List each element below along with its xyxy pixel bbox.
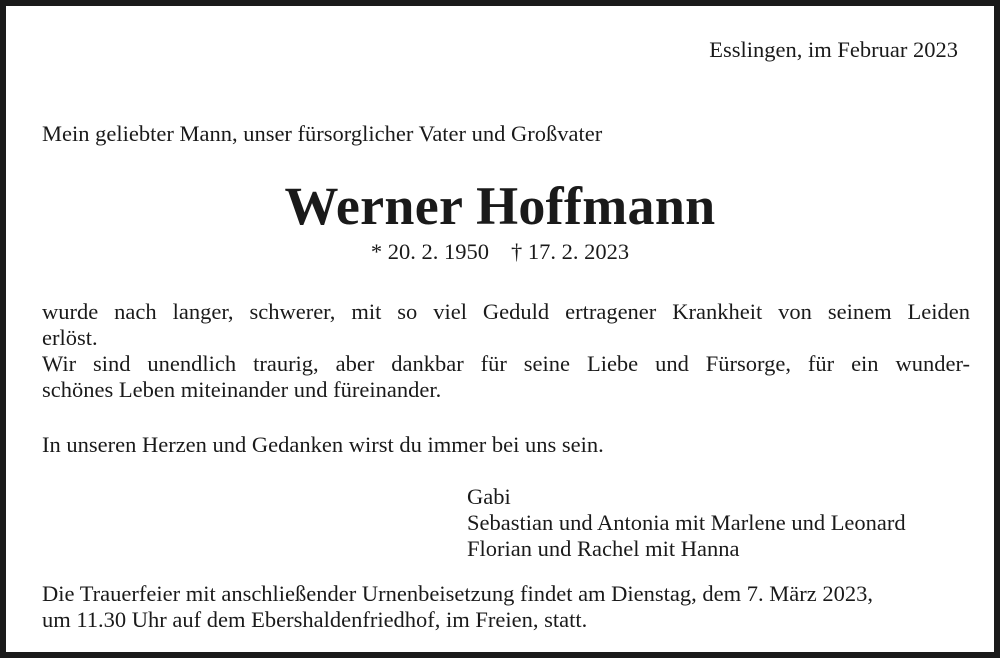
intro-text: Mein geliebter Mann, unser fürsorglicher Vater und Großvater (42, 121, 603, 146)
body-text (42, 299, 970, 403)
body-line: wurde nach langer, schwerer, mit so viel Geduld ertragener Krankheit von seinem Leiden (42, 299, 970, 324)
place-date: Esslingen, im Februar 2023 (709, 37, 958, 62)
body-line: erlöst. (42, 325, 98, 350)
body-line: schönes Leben miteinander und füreinander. (42, 377, 442, 402)
funeral-info (42, 581, 970, 633)
life-dates (6, 238, 994, 266)
birth-date: * 20. 2. 1950 (370, 239, 489, 264)
death-date: † 17. 2. 2023 (511, 239, 630, 264)
signatories (467, 484, 906, 562)
closing-text: In unseren Herzen und Gedanken wirst du immer bei uns sein. (42, 432, 604, 457)
deceased-name: Werner Hoffmann (284, 176, 716, 236)
funeral-line: Die Trauerfeier mit anschließender Urnenbeisetzung findet am Dienstag, dem 7. März 2023, (42, 581, 873, 606)
funeral-line: um 11.30 Uhr auf dem Ebershaldenfriedhof, im Freien, statt. (42, 607, 588, 632)
signatory: Sebastian und Antonia mit Marlene und Leonard (467, 510, 906, 535)
signatory: Florian und Rachel mit Hanna (467, 536, 740, 561)
body-line: Wir sind unendlich traurig, aber dankbar für seine Liebe und Fürsorge, für ein wunder- (42, 351, 970, 376)
signatory: Gabi (467, 484, 511, 509)
